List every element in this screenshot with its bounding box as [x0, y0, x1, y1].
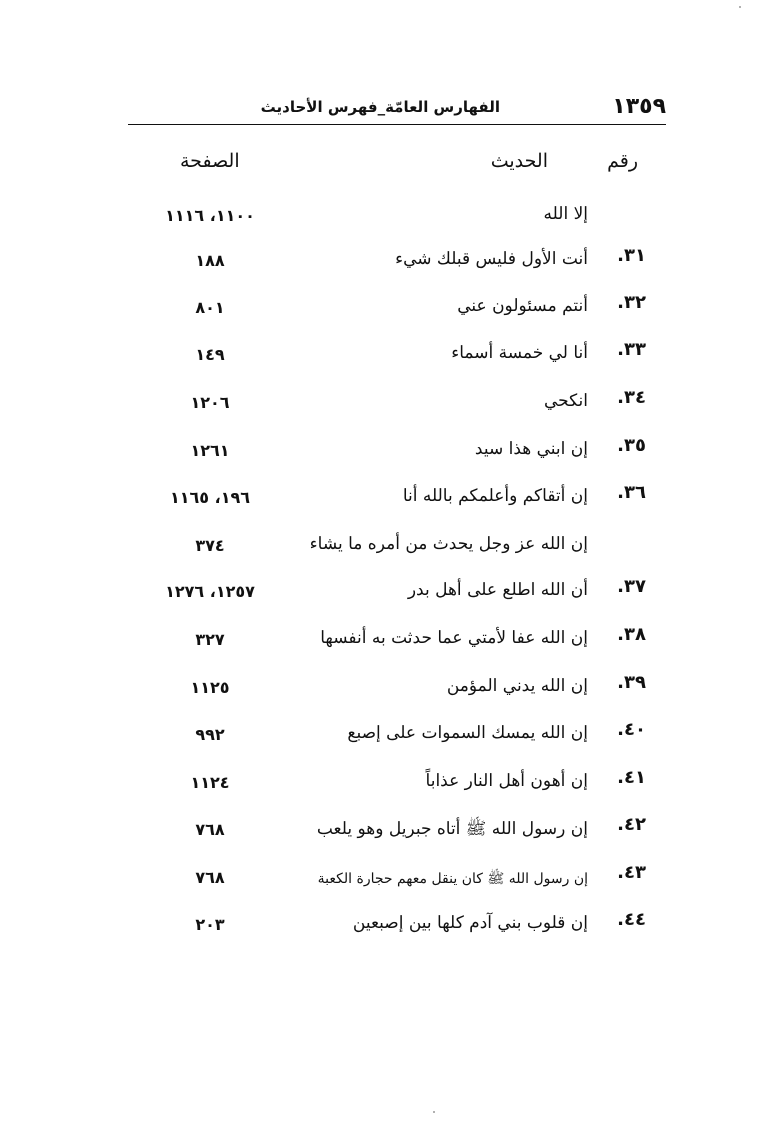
- scan-speck: [433, 1111, 435, 1113]
- entry-number: ٣٣.: [617, 339, 646, 360]
- entry-page-numbers: ٢٠٣: [195, 915, 225, 934]
- entry-page-numbers: ١٢٠٦: [190, 393, 230, 412]
- index-entry: [0, 200, 758, 240]
- index-entry: [0, 672, 758, 712]
- entry-number: ٣٢.: [617, 292, 646, 313]
- index-entry: [0, 435, 758, 475]
- entry-hadith-text: أنتم مسئولون عني: [457, 296, 588, 316]
- entry-number: ٤٤.: [617, 909, 646, 930]
- column-header-number: رقم: [607, 150, 638, 172]
- entry-page-numbers: ٧٦٨: [195, 820, 225, 839]
- entry-number: ٣٥.: [617, 435, 646, 456]
- index-entry: [0, 245, 758, 285]
- entry-number: ٤١.: [617, 767, 646, 788]
- entry-number: ٤٣.: [617, 862, 646, 883]
- index-entry: [0, 862, 758, 902]
- entry-page-numbers: ١١٢٤: [190, 773, 230, 792]
- entry-number: ٤٢.: [617, 814, 646, 835]
- column-header-page: الصفحة: [180, 150, 240, 172]
- entry-hadith-text: إن الله يدني المؤمن: [446, 676, 588, 696]
- entry-hadith-text: إن رسول الله ﷺ كان ينقل معهم حجارة الكعبة: [317, 871, 588, 887]
- entry-number: ٣٤.: [617, 387, 646, 408]
- entry-page-numbers: ١١٢٥: [190, 678, 230, 697]
- entry-number: ٣٧.: [617, 576, 646, 597]
- entry-page-numbers: ١١٠٠، ١١١٦: [165, 206, 255, 225]
- entry-hadith-text: إلا الله: [543, 204, 588, 224]
- entry-number: ٤٠.: [617, 719, 646, 740]
- entry-hadith-text: إن أتقاكم وأعلمكم بالله أنا: [402, 486, 588, 506]
- entry-hadith-text: أنت الأول فليس قبلك شيء: [395, 249, 588, 269]
- entry-hadith-text: إن الله عز وجل يحدث من أمره ما يشاء: [309, 534, 588, 554]
- entry-hadith-text: أن الله اطلع على أهل بدر: [407, 580, 588, 600]
- entry-page-numbers: ٨٠١: [195, 298, 225, 317]
- index-entry: [0, 576, 758, 616]
- entry-number: ٣٩.: [617, 672, 646, 693]
- page-number: ١٣٥٩: [612, 94, 666, 119]
- running-title: الفهارس العامّة_فهرس الأحاديث: [260, 98, 500, 116]
- page-header: [128, 94, 666, 125]
- index-entry: [0, 719, 758, 759]
- index-entry: [0, 530, 758, 570]
- index-entry: [0, 767, 758, 807]
- entry-hadith-text: إن الله يمسك السموات على إصبع: [347, 723, 588, 743]
- entry-page-numbers: ٣٢٧: [195, 630, 225, 649]
- index-entry: [0, 482, 758, 522]
- entry-number: ٣١.: [617, 245, 646, 266]
- scan-speck: [739, 6, 741, 8]
- entry-hadith-text: إن الله عفا لأمتي عما حدثت به أنفسها: [320, 628, 588, 648]
- index-entry: [0, 339, 758, 379]
- entry-page-numbers: ٧٦٨: [195, 868, 225, 887]
- entry-hadith-text: أنا لي خمسة أسماء: [451, 343, 588, 363]
- column-header-hadith: الحديث: [490, 150, 548, 172]
- entry-page-numbers: ١٢٥٧، ١٢٧٦: [165, 582, 255, 601]
- entry-page-numbers: ١٤٩: [195, 345, 225, 364]
- index-entry: [0, 292, 758, 332]
- index-entry: [0, 909, 758, 949]
- entry-hadith-text: إن أهون أهل النار عذاباً: [425, 771, 588, 791]
- index-entry: [0, 624, 758, 664]
- index-entry: [0, 387, 758, 427]
- entry-page-numbers: ٣٧٤: [195, 536, 225, 555]
- entry-page-numbers: ١٢٦١: [190, 441, 230, 460]
- entry-hadith-text: إن ابني هذا سيد: [474, 439, 588, 459]
- index-entry: [0, 814, 758, 854]
- entry-page-numbers: ١٩٦، ١١٦٥: [169, 488, 250, 507]
- entry-page-numbers: ١٨٨: [195, 251, 225, 270]
- entry-number: ٣٨.: [617, 624, 646, 645]
- entry-hadith-text: انكحي: [544, 391, 588, 411]
- entry-hadith-text: إن قلوب بني آدم كلها بين إصبعين: [352, 913, 588, 933]
- entry-page-numbers: ٩٩٢: [195, 725, 225, 744]
- entry-hadith-text: إن رسول الله ﷺ أتاه جبريل وهو يلعب: [316, 819, 588, 839]
- entry-number: ٣٦.: [617, 482, 646, 503]
